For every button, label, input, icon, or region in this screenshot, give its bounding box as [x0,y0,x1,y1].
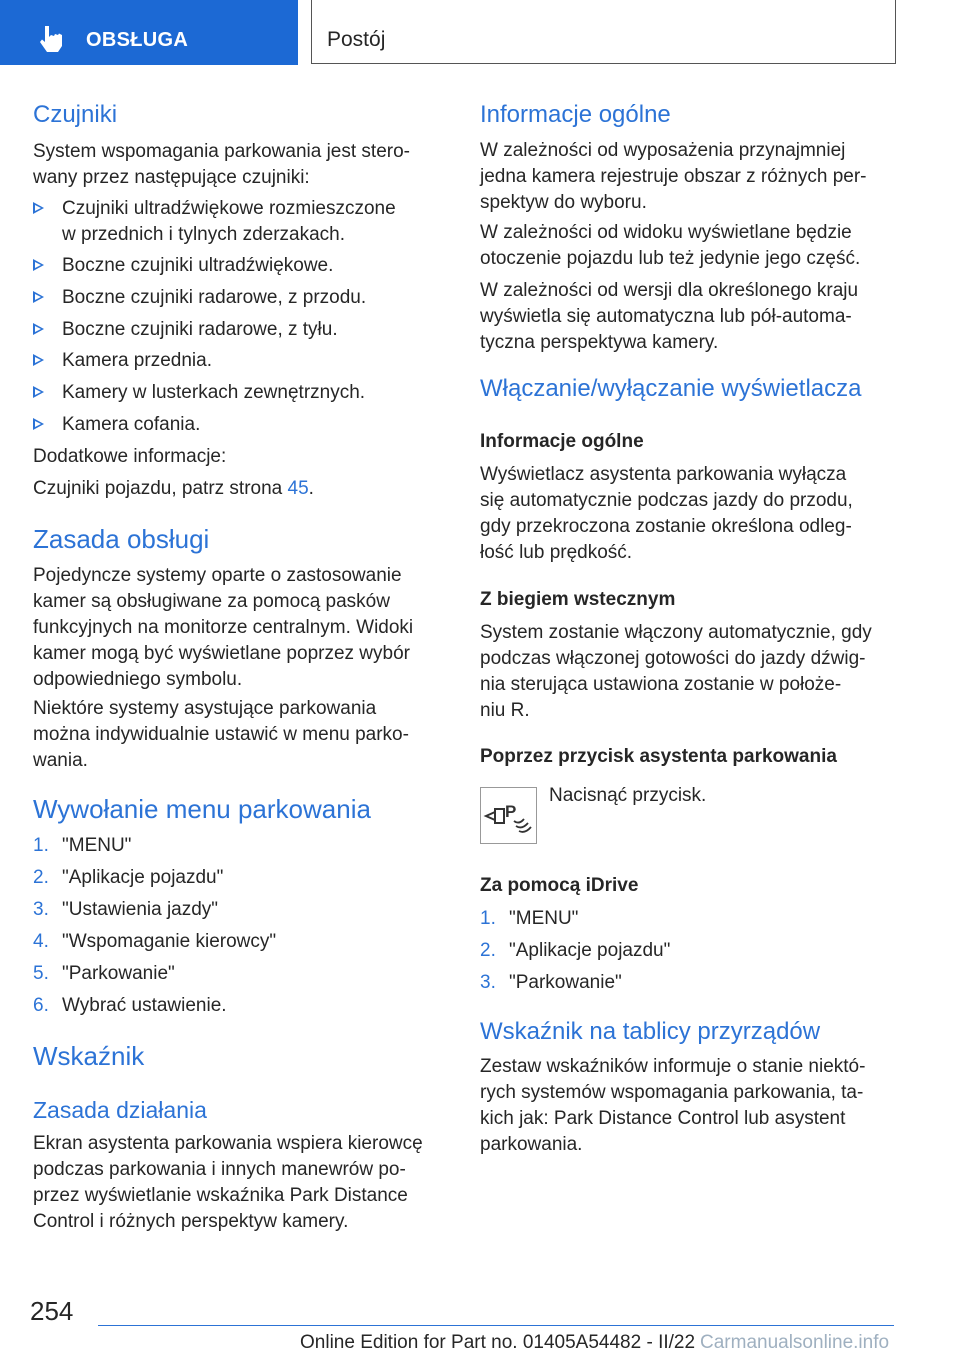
bullet-arrow-icon [33,354,44,366]
bullet-arrow-icon [33,259,44,271]
page-link[interactable]: 45 [287,478,309,499]
extra-info-label: Dodatkowe informacje: [33,446,227,467]
bullet-arrow-icon [33,386,44,398]
step-item: 2. "Aplikacje pojazdu" [480,940,671,961]
subheading-idrive: Za pomocą iDrive [480,875,639,896]
list-item: Boczne czujniki ultradźwiękowe. [33,253,443,279]
footer-divider [98,1325,894,1326]
park-assist-button-icon [480,787,537,844]
step-item: 3. "Ustawienia jazdy" [33,899,219,920]
heading-menu-parkowania: Wywołanie menu parkowania [33,794,371,824]
heading-czujniki: Czujniki [33,101,118,128]
toggle-paragraph-1: Wyświetlacz asystenta parkowania wyłącza się automatycznie podczas jazdy do przodu, gdy przekroczona zostanie określona odleg- łość lub prędkość. [480,464,853,563]
footer-edition: Online Edition for Part no. 01405A54482 - II/22 [300,1332,696,1353]
subheading-informacje-ogolne: Informacje ogólne [480,431,644,452]
bullet-arrow-icon [33,323,44,335]
chapter-header [311,0,896,64]
section-title: OBSŁUGA [86,29,189,51]
chapter-title: Postój [327,28,386,51]
step-item: 4. "Wspomaganie kierowcy" [33,931,277,952]
step-item: 3. "Parkowanie" [480,972,622,993]
cluster-paragraph: Zestaw wskaźników informuje o stanie niektó- rych systemów wspomagania parkowania, ta- kich jak: Park Distance Control lub asystent parkowania. [480,1056,866,1155]
svg-text:P: P [505,802,517,821]
heading-wskaznik: Wskaźnik [33,1041,145,1071]
info-paragraph-1: W zależności od wyposażenia przynajmniej jedna kamera rejestruje obszar z różnych per- spektyw do wyboru. [480,140,867,213]
wskaznik-paragraph: Ekran asystenta parkowania wspiera kierowcę podczas parkowania i innych manewrów po- przez wyświetlanie wskaźnika Park Distance Control i różnych perspektyw kamery. [33,1133,423,1232]
footer-watermark: Carmanualsonline.info [700,1332,890,1353]
subheading-przycisk: Poprzez przycisk asystenta parkowania [480,746,837,767]
info-paragraph-3: W zależności od wersji dla określonego kraju wyświetla się automatyczna lub pół-automa- tyczna perspektywa kamery. [480,280,859,353]
step-item: 2. "Aplikacje pojazdu" [33,867,224,888]
step-item: 1. "MENU" [480,908,579,929]
toggle-paragraph-2: System zostanie włączony automatycznie, gdy podczas włączonej gotowości do jazdy dźwig- nia sterująca ustawiona zostanie w położe- niu R. [480,622,872,721]
subheading-zasada-dzialania: Zasada działania [33,1097,207,1123]
page-number: 254 [30,1296,74,1326]
bullet-arrow-icon [33,202,44,214]
section-tab [0,0,298,65]
heading-zasada-obslugi: Zasada obsługi [33,524,210,554]
list-item: Kamera cofania. [33,412,443,438]
press-button-instruction: Nacisnąć przycisk. [549,785,707,806]
list-item: Kamera przednia. [33,348,443,374]
list-item: Kamery w lusterkach zewnętrznych. [33,380,443,406]
list-item: Boczne czujniki radarowe, z tyłu. [33,317,443,343]
zasada-paragraph-1: Pojedyncze systemy oparte o zastosowanie kamer są obsługiwane za pomocą pasków funkcyjnych na monitorze centralnym. Widoki kamer mogą być wyświetlane poprzez wybór odpowiedniego symbolu. [33,565,414,690]
step-item: 1. "MENU" [33,835,132,856]
list-item: Boczne czujniki radarowe, z przodu. [33,285,443,311]
zasada-paragraph-2: Niektóre systemy asystujące parkowania można indywidualnie ustawić w menu parko- wania. [33,698,409,771]
heading-tablica-przyrzadow: Wskaźnik na tablicy przyrządów [480,1018,821,1045]
step-item: 6. Wybrać ustawienie. [33,995,227,1016]
info-paragraph-2: W zależności od widoku wyświetlane będzie otoczenie pojazdu lub też jedynie jego część. [480,222,861,269]
step-item: 5. "Parkowanie" [33,963,175,984]
list-item: Czujniki ultradźwiękowe rozmieszczone w przednich i tylnych zderzakach. [33,196,443,248]
heading-informacje-ogolne: Informacje ogólne [480,101,671,128]
czujniki-intro: System wspomagania parkowania jest stero- wany przez następujące czujniki: [33,141,411,188]
extra-info-text: Czujniki pojazdu, patrz strona 45. [33,478,314,499]
hand-pointer-icon [36,24,66,54]
bullet-arrow-icon [33,418,44,430]
subheading-bieg-wsteczny: Z biegiem wstecznym [480,589,676,610]
heading-wlaczanie-wylaczanie: Włączanie/wyłączanie wyświetlacza [480,375,862,402]
bullet-arrow-icon [33,291,44,303]
